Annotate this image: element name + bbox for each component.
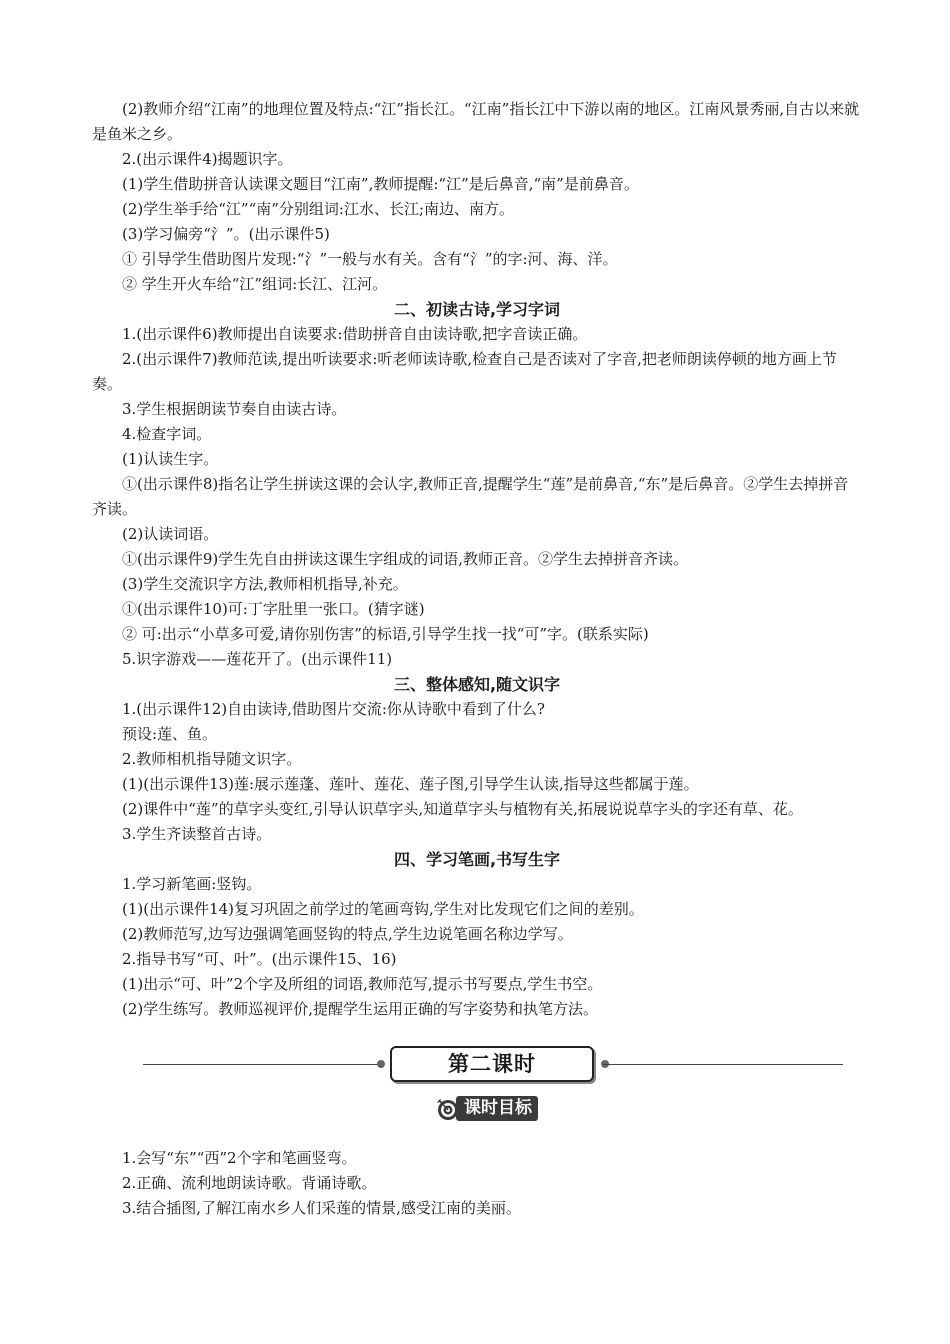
paragraph: 1.学习新笔画:竖钩。 [122,875,262,893]
section-heading: 四、学习笔画,书写生字 [393,850,561,869]
target-icon [436,1097,460,1121]
paragraph: 4.检查字词。 [122,425,212,443]
paragraph: 1.(出示课件6)教师提出自读要求:借助拼音自由读诗歌,把字音读正确。 [122,325,588,343]
paragraph: (1)(出示课件14)复习巩固之前学过的笔画弯钩,学生对比发现它们之间的差别。 [122,900,644,918]
paragraph: 2.教师相机指导随文识字。 [122,750,302,768]
paragraph: (3)学生交流识字方法,教师相机指导,补充。 [122,575,408,593]
paragraph: ①(出示课件8)指名让学生拼读这课的会认字,教师正音,提醒学生“莲”是前鼻音,“东”是后鼻音。②学生去掉拼音齐读。 [92,475,849,518]
paragraph: 2.(出示课件4)揭题识字。 [122,150,293,168]
paragraph: (2)教师介绍“江南”的地理位置及特点:“江”指长江。“江南”指长江中下游以南的地区。江南风景秀丽,自古以来就是鱼米之乡。 [92,100,860,143]
paragraph: 1.(出示课件12)自由读诗,借助图片交流:你从诗歌中看到了什么? [122,700,545,718]
paragraph: (1)认读生字。 [122,450,219,468]
paragraph: (2)学生练写。教师巡视评价,提醒学生运用正确的写字姿势和执笔方法。 [122,1000,599,1018]
paragraph: ①(出示课件9)学生先自由拼读这课生字组成的词语,教师正音。②学生去掉拼音齐读。 [122,550,689,568]
paragraph: (1)学生借助拼音认读课文题目“江南”,教师提醒:“江”是后鼻音,“南”是前鼻音。 [122,175,639,193]
paragraph: (3)学习偏旁“氵”。(出示课件5) [122,225,330,243]
paragraph: ①(出示课件10)可:丁字肚里一张口。(猜字谜) [122,600,425,618]
paragraph: 2.(出示课件7)教师范读,提出听读要求:听老师读诗歌,检查自己是否读对了字音,把老师朗读停顿的地方画上节奏。 [92,350,837,393]
paragraph: ② 学生开火车给“江”组词:长江、江河。 [122,275,388,293]
section-heading: 二、初读古诗,学习字词 [393,300,561,319]
paragraph: 3.学生齐读整首古诗。 [122,825,272,843]
section-banner: 第二课时 [390,1046,594,1082]
divider-line-left [143,1064,383,1065]
goals-badge [436,1095,538,1122]
goal-item: 1.会写“东”“西”2个字和笔画竖弯。 [122,1149,357,1167]
divider-dot-left [377,1060,385,1068]
paragraph: 预设:莲、鱼。 [122,725,218,743]
goals-badge-label: 课时目标 [456,1096,538,1121]
paragraph: (1)(出示课件13)莲:展示莲蓬、莲叶、莲花、莲子图,引导学生认读,指导这些都属于莲。 [122,775,699,793]
paragraph: 2.指导书写“可、叶”。(出示课件15、16) [122,950,397,968]
goal-item: 2.正确、流利地朗读诗歌。背诵诗歌。 [122,1174,377,1192]
paragraph: (2)教师范写,边写边强调笔画竖钩的特点,学生边说笔画名称边学写。 [122,925,573,943]
divider-line-right [603,1064,843,1065]
paragraph: 5.识字游戏——莲花开了。(出示课件11) [122,650,393,668]
paragraph: ① 引导学生借助图片发现:“氵”一般与水有关。含有“氵”的字:河、海、洋。 [122,250,618,268]
paragraph: (2)课件中“莲”的草字头变红,引导认识草字头,知道草字头与植物有关,拓展说说草字头的字还有草、花。 [122,800,803,818]
paragraph: (1)出示“可、叶”2个字及所组的词语,教师范写,提示书写要点,学生书空。 [122,975,603,993]
paragraph: 3.学生根据朗读节奏自由读古诗。 [122,400,347,418]
section-divider [143,1046,843,1084]
paragraph: ② 可:出示“小草多可爱,请你别伤害”的标语,引导学生找一找“可”字。(联系实际) [122,625,649,643]
section-heading: 三、整体感知,随文识字 [393,675,561,694]
paragraph: (2)学生举手给“江”“南”分别组词:江水、长江;南边、南方。 [122,200,515,218]
paragraph: (2)认读词语。 [122,525,219,543]
lesson-body [92,97,862,1022]
goals-list [92,1146,862,1221]
goal-item: 3.结合插图,了解江南水乡人们采莲的情景,感受江南的美丽。 [122,1199,521,1217]
